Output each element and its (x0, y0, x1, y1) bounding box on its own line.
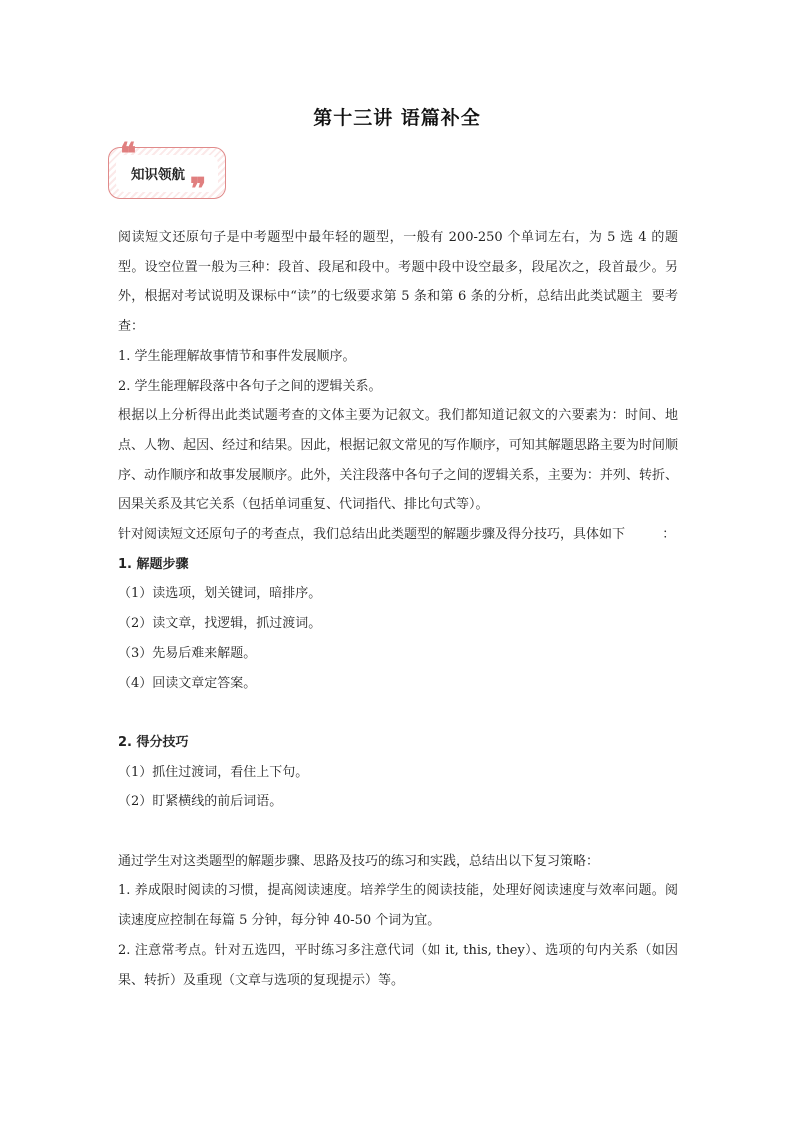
skill-item: （2）盯紧横线的前后词语。 (118, 794, 283, 810)
spacer (118, 817, 678, 847)
step-item: （2）读文章，找逻辑，抓过渡词。 (118, 616, 322, 632)
ability-item: 2. 学生能理解段落中各句子之间的逻辑关系。 (118, 378, 382, 394)
skills-heading: 2. 得分技巧 (118, 734, 189, 750)
spacer (118, 698, 678, 728)
open-quote-icon: ❝ (120, 137, 137, 172)
step-item: （4）回读文章定答案。 (118, 675, 257, 691)
intro-paragraph: 阅读短文还原句子是中考题型中最年轻的题型，一般有 200-250 个单词左右，为 5 选 4 的题型。设空位置一般为三种：段首、段尾和段中。考题中段中设空最多，段尾次之，段首最少。另外，根据对考试说明及课标中“读”的七级要求第 5 条和第 6 条的分析，总结出此类试题主 要考查： (118, 230, 678, 335)
skill-item: （1）抓住过渡词，看住上下句。 (118, 764, 309, 780)
close-quote-icon: ❞ (190, 172, 207, 207)
page-title: 第十三讲 语篇补全 (313, 107, 481, 129)
section-badge (108, 137, 226, 207)
step-item: （1）读选项，划关键词，暗排序。 (118, 586, 322, 602)
step-item: （3）先易后难来解题。 (118, 645, 257, 661)
review-intro-paragraph: 通过学生对这类题型的解题步骤、思路及技巧的练习和实践，总结出以下复习策略： (118, 853, 600, 869)
lead-paragraph: 针对阅读短文还原句子的考查点，我们总结出此类题型的解题步骤及得分技巧，具体如下 ： (118, 527, 676, 543)
steps-heading: 1. 解题步骤 (118, 556, 189, 572)
badge-label: 知识领航 (131, 167, 185, 183)
strategy-item: 2. 注意常考点。针对五选四，平时练习多注意代词（如 it, this, they）、选项的句内关系（如因果、转折）及重现（文章与选项的复现提示）等。 (118, 942, 678, 988)
document-body (118, 223, 678, 995)
strategy-item: 1. 养成限时阅读的习惯，提高阅读速度。培养学生的阅读技能，处理好阅读速度与效率问题。阅读速度应控制在每篇 5 分钟，每分钟 40-50 个词为宜。 (118, 883, 678, 929)
ability-item: 1. 学生能理解故事情节和事件发展顺序。 (118, 348, 356, 364)
analysis-paragraph: 根据以上分析得出此类试题考查的文体主要为记叙文。我们都知道记叙文的六要素为：时间、地点、人物、起因、经过和结果。因此，根据记叙文常见的写作顺序，可知其解题思路主要为时间顺序、动作顺序和故事发展顺序。此外，关注段落中各句子之间的逻辑关系，主要为：并列、转折、因果关系及其它关系（包括单词重复、代词指代、排比句式等）。 (118, 408, 678, 513)
